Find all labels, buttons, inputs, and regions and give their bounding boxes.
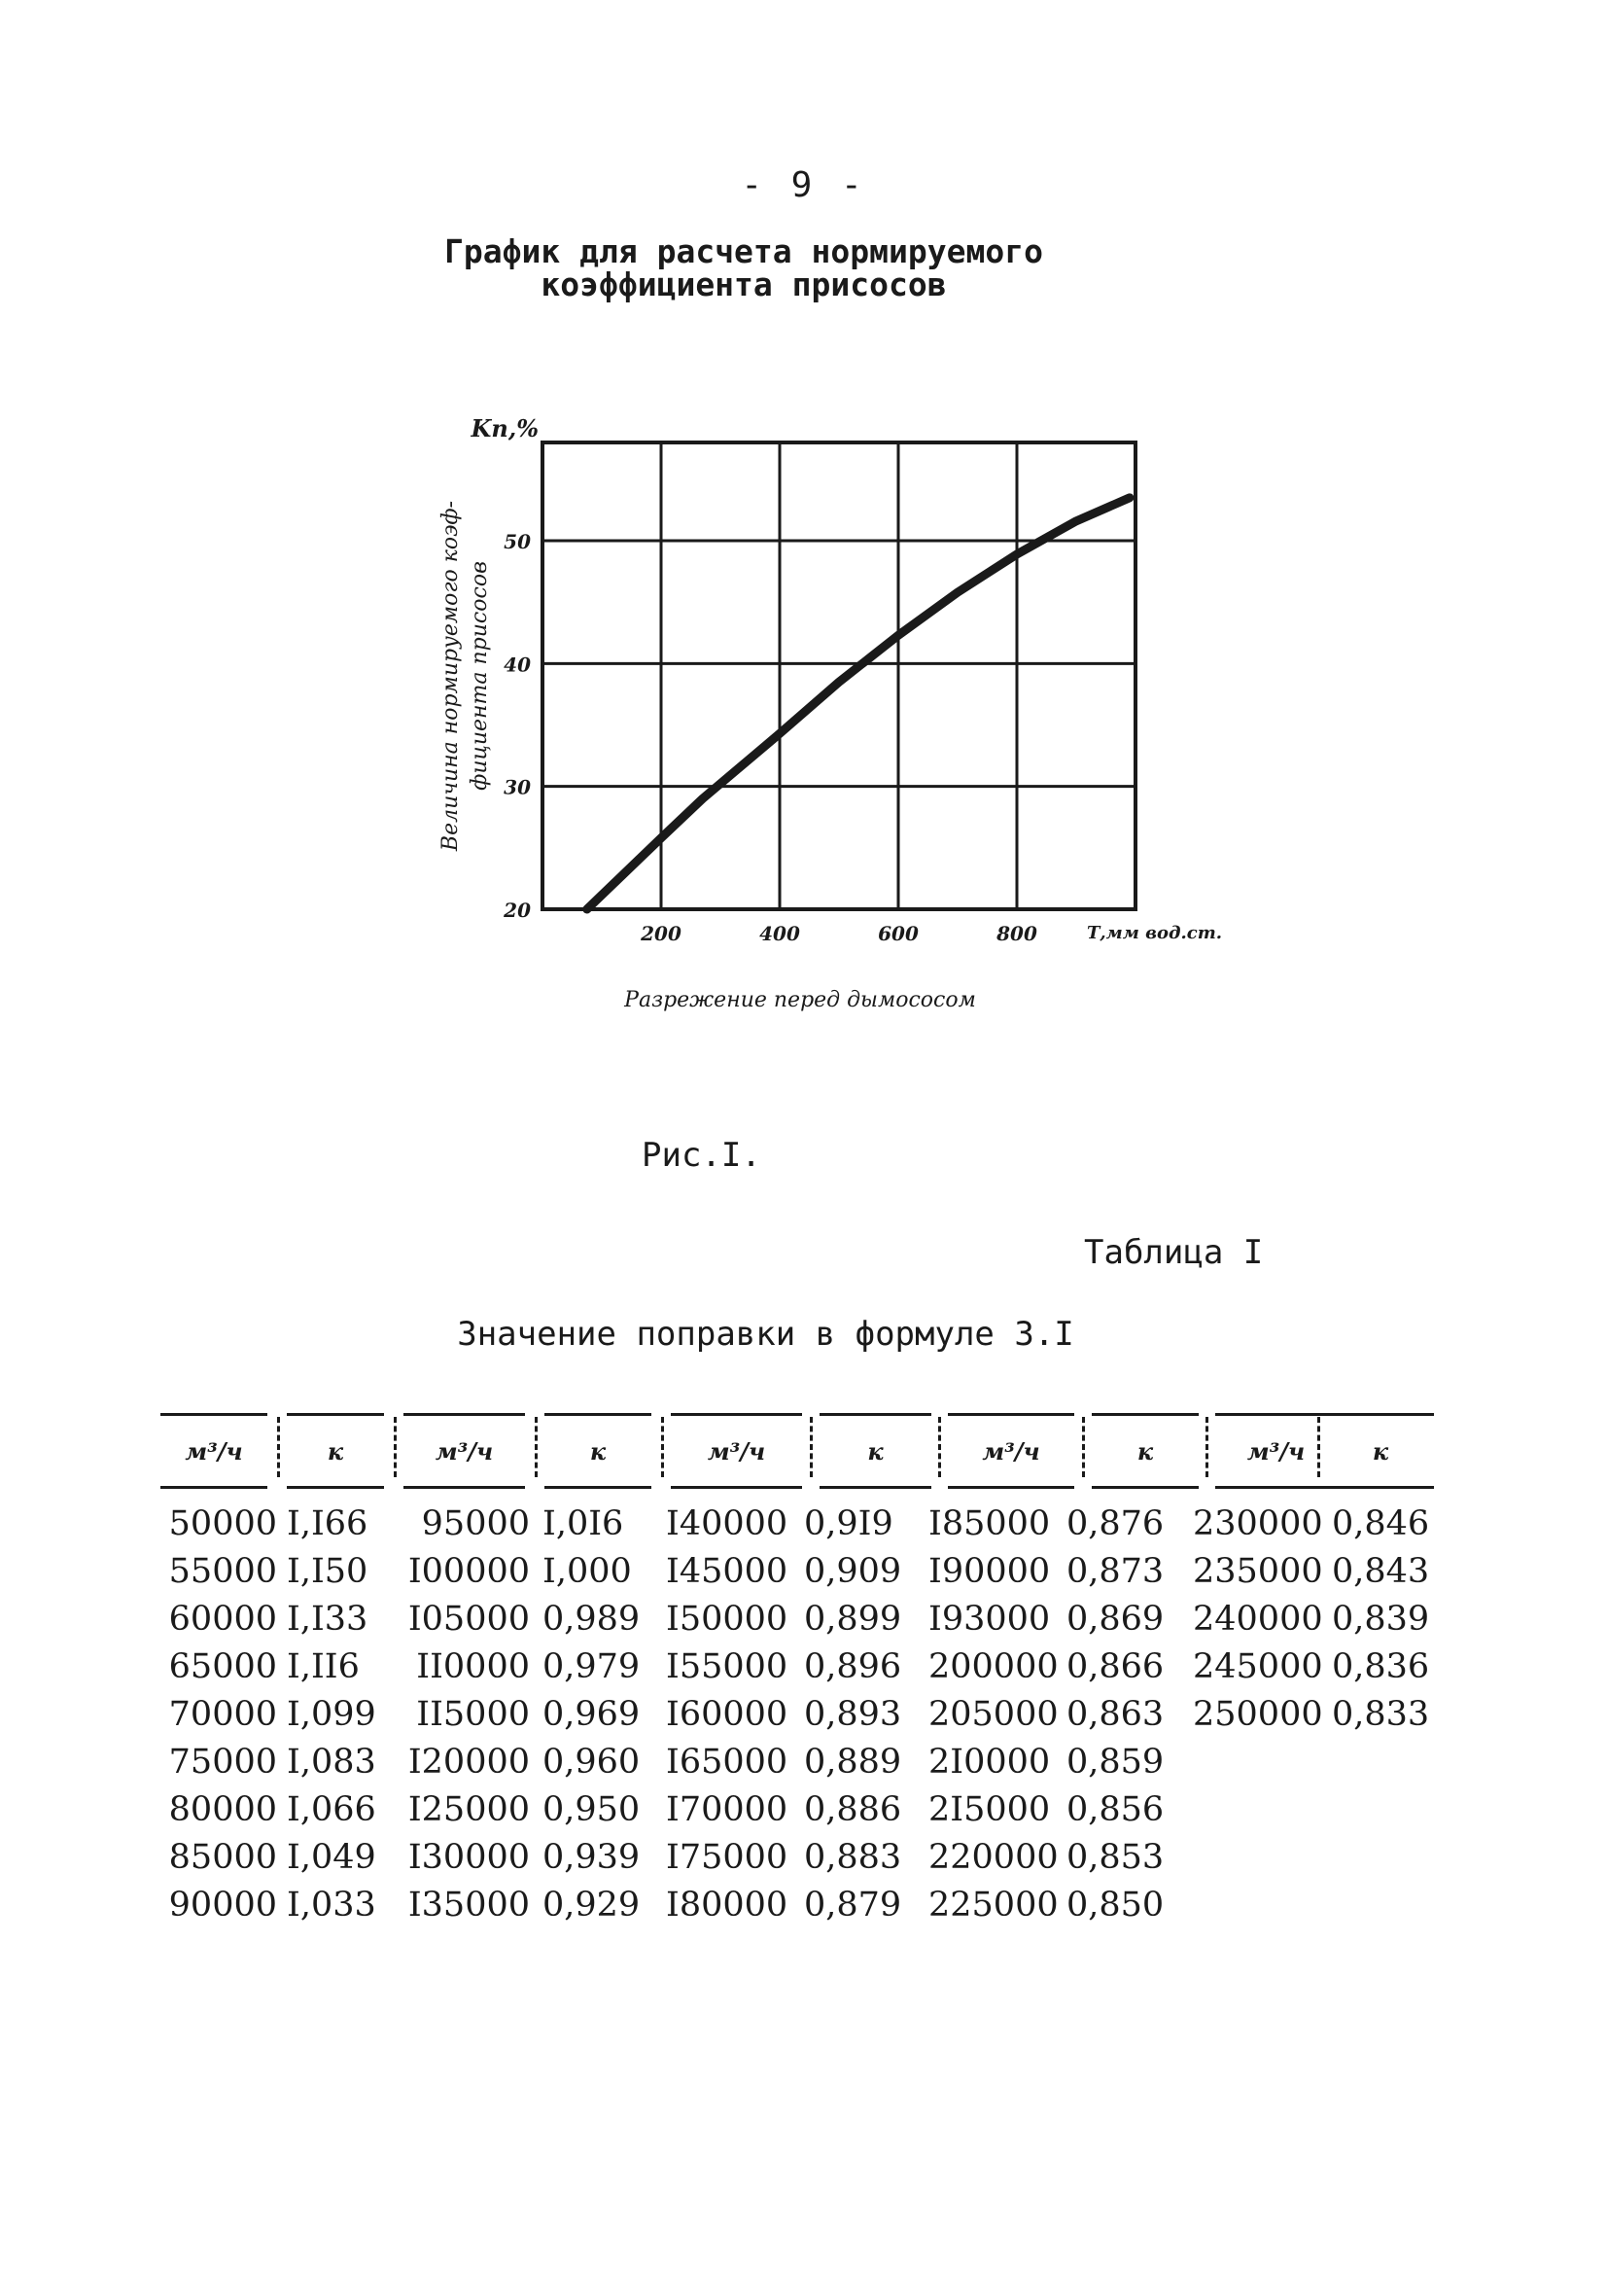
table-cell: 0,856 <box>1066 1790 1165 1829</box>
table-cell: I35000 <box>407 1886 530 1925</box>
table-cell: I90000 <box>928 1552 1051 1591</box>
table-cell: 55000 <box>168 1552 277 1591</box>
flow-column-3 <box>666 1501 787 1929</box>
table-cell: 0,853 <box>1066 1838 1165 1877</box>
header-separator <box>938 1417 941 1477</box>
header-flow-1: м³/ч <box>160 1413 267 1489</box>
table-cell: 0,950 <box>542 1790 641 1829</box>
table-cell: I,066 <box>287 1790 376 1829</box>
chart-figure <box>0 0 1607 1070</box>
header-separator <box>1082 1417 1085 1477</box>
header-k-5: к <box>1327 1413 1434 1489</box>
chart-title-line-2: коэффициента присосов <box>541 265 947 303</box>
table-cell: I25000 <box>407 1790 530 1829</box>
table-cell: 0,833 <box>1332 1695 1430 1734</box>
x-unit-label: Т,мм вод.ст. <box>1087 923 1223 943</box>
table-header-row <box>160 1413 1434 1483</box>
table-cell: 205000 <box>928 1695 1059 1734</box>
y-axis-label: Величина нормируемого коэф- <box>438 500 463 852</box>
header-k-3: к <box>820 1413 931 1489</box>
chart-title-line-1: График для расчета нормируемого <box>444 232 1043 270</box>
table-cell: 65000 <box>168 1647 277 1686</box>
table-cell: 0,846 <box>1332 1504 1430 1543</box>
y-axis-label: фициента присосов <box>468 561 492 791</box>
k-column-2 <box>542 1501 640 1929</box>
table-cell: 250000 <box>1193 1695 1323 1734</box>
table-cell: 85000 <box>168 1838 277 1877</box>
table-cell: 0,850 <box>1066 1886 1165 1925</box>
table-cell: 0,863 <box>1066 1695 1165 1734</box>
table-cell: 0,960 <box>542 1743 641 1782</box>
header-flow-2: м³/ч <box>403 1413 525 1489</box>
header-k-4: к <box>1092 1413 1199 1489</box>
table-cell: 0,839 <box>1332 1600 1430 1639</box>
table-cell: I,099 <box>287 1695 376 1734</box>
x-tick-label: 400 <box>759 922 800 945</box>
chart-svg <box>0 0 1607 1070</box>
table-cell: 230000 <box>1193 1504 1323 1543</box>
y-tick-label: 20 <box>504 899 531 922</box>
table-cell: 0,883 <box>804 1838 902 1877</box>
table-number: Таблица I <box>1084 1233 1264 1272</box>
table-cell: 0,876 <box>1066 1504 1165 1543</box>
table-cell: I65000 <box>666 1743 788 1782</box>
table-cell: I70000 <box>666 1790 788 1829</box>
header-k-1: к <box>287 1413 384 1489</box>
table-cell: 200000 <box>928 1647 1059 1686</box>
k-column-5 <box>1332 1501 1429 1739</box>
flow-column-5 <box>1193 1501 1323 1739</box>
table-cell: 0,879 <box>804 1886 902 1925</box>
table-title: Значение поправки в формуле 3.I <box>457 1315 1074 1354</box>
table-cell: 0,843 <box>1332 1552 1430 1591</box>
k-column-1 <box>287 1501 376 1929</box>
x-axis-label: Разрежение перед дымососом <box>624 988 976 1012</box>
table-cell: I00000 <box>407 1552 530 1591</box>
table-cell: 0,869 <box>1066 1600 1165 1639</box>
table-cell: 0,873 <box>1066 1552 1165 1591</box>
header-separator <box>394 1417 397 1477</box>
table-cell: I,I50 <box>287 1552 368 1591</box>
header-separator <box>277 1417 280 1477</box>
table-cell: 0,929 <box>542 1886 641 1925</box>
table-cell: 0,899 <box>804 1600 902 1639</box>
table-cell: I,083 <box>287 1743 376 1782</box>
table-cell: II5000 <box>416 1695 530 1734</box>
table-cell: I,033 <box>287 1886 376 1925</box>
table-cell: I30000 <box>407 1838 530 1877</box>
table-cell: 235000 <box>1193 1552 1323 1591</box>
y-tick-label: 30 <box>504 775 531 799</box>
table-cell: 0,886 <box>804 1790 902 1829</box>
table-cell: I50000 <box>666 1600 788 1639</box>
table-cell: 0,939 <box>542 1838 641 1877</box>
flow-column-2 <box>403 1501 530 1929</box>
header-k-2: к <box>544 1413 651 1489</box>
table-cell: I40000 <box>666 1504 788 1543</box>
table-cell: 0,836 <box>1332 1647 1430 1686</box>
header-separator <box>1317 1417 1320 1477</box>
table-cell: I,049 <box>287 1838 376 1877</box>
table-cell: 0,866 <box>1066 1647 1165 1686</box>
table-cell: I55000 <box>666 1647 788 1686</box>
table-cell: I75000 <box>666 1838 788 1877</box>
table-cell: 0,979 <box>542 1647 641 1686</box>
table-cell: 225000 <box>928 1886 1059 1925</box>
table-cell: 0,893 <box>804 1695 902 1734</box>
table-cell: 2I0000 <box>928 1743 1051 1782</box>
header-separator <box>1205 1417 1208 1477</box>
header-separator <box>661 1417 664 1477</box>
table-cell: 0,896 <box>804 1647 902 1686</box>
table-cell: I05000 <box>407 1600 530 1639</box>
table-cell: 0,909 <box>804 1552 902 1591</box>
k-column-3 <box>804 1501 901 1929</box>
table-cell: 0,989 <box>542 1600 641 1639</box>
table-cell: I45000 <box>666 1552 788 1591</box>
table-cell: I,0I6 <box>542 1504 624 1543</box>
y-unit-label: Kп,% <box>471 414 539 442</box>
figure-caption: Рис.I. <box>642 1136 761 1175</box>
header-flow-4: м³/ч <box>948 1413 1074 1489</box>
chart-frame <box>542 442 1135 909</box>
table-cell: I,I33 <box>287 1600 368 1639</box>
flow-column-4 <box>928 1501 1059 1929</box>
x-tick-label: 800 <box>996 922 1037 945</box>
table-cell: I,000 <box>542 1552 632 1591</box>
table-cell: 50000 <box>168 1504 277 1543</box>
table-cell: 90000 <box>168 1886 277 1925</box>
header-flow-3: м³/ч <box>671 1413 802 1489</box>
series-line <box>587 498 1130 909</box>
table-cell: 245000 <box>1193 1647 1323 1686</box>
table-cell: 0,859 <box>1066 1743 1165 1782</box>
page-number: - 9 - <box>741 165 866 205</box>
table-cell: 70000 <box>168 1695 277 1734</box>
header-separator <box>810 1417 813 1477</box>
table-cell: 2I5000 <box>928 1790 1051 1829</box>
table-cell: 0,889 <box>804 1743 902 1782</box>
table-cell: 60000 <box>168 1600 277 1639</box>
table-cell: I,I66 <box>287 1504 368 1543</box>
table-cell: II0000 <box>416 1647 530 1686</box>
table-cell: 75000 <box>168 1743 277 1782</box>
table-cell: I60000 <box>666 1695 788 1734</box>
flow-column-1 <box>160 1501 277 1929</box>
x-tick-label: 600 <box>878 922 919 945</box>
table-cell: 0,9I9 <box>804 1504 893 1543</box>
y-tick-label: 40 <box>504 653 531 677</box>
table-cell: 0,969 <box>542 1695 641 1734</box>
y-tick-label: 50 <box>504 530 531 554</box>
table-cell: I93000 <box>928 1600 1051 1639</box>
table-cell: I80000 <box>666 1886 788 1925</box>
x-tick-label: 200 <box>641 922 681 945</box>
table-cell: I20000 <box>407 1743 530 1782</box>
table-cell: 240000 <box>1193 1600 1323 1639</box>
header-separator <box>535 1417 538 1477</box>
header-flow-5: м³/ч <box>1215 1413 1337 1489</box>
table-cell: 80000 <box>168 1790 277 1829</box>
table-cell: 220000 <box>928 1838 1059 1877</box>
table-cell: 95000 <box>421 1504 530 1543</box>
table-cell: I,II6 <box>287 1647 360 1686</box>
table-cell: I85000 <box>928 1504 1051 1543</box>
k-column-4 <box>1066 1501 1164 1929</box>
